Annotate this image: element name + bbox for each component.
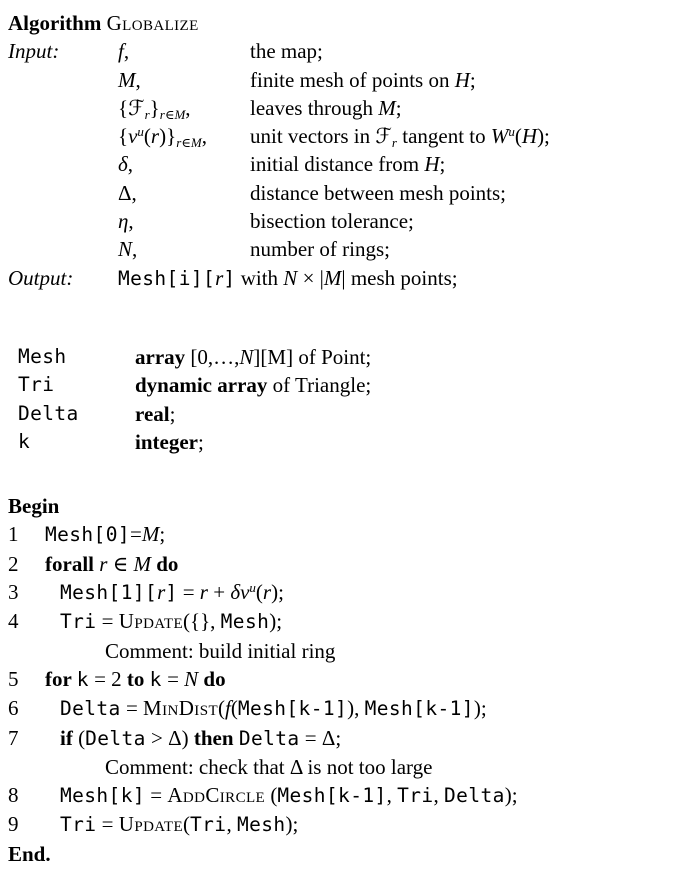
io-row-delta-small (8, 150, 692, 178)
io-param: δ, (118, 152, 134, 177)
io-row-map (8, 37, 692, 65)
begin-keyword: Begin (8, 494, 60, 519)
declaration-name: Delta (18, 401, 79, 425)
line-number: 9 (8, 812, 19, 837)
line-number (8, 637, 45, 665)
statement: Mesh[k] = AddCircle (Mesh[k-1], Tri, Delta); (60, 783, 518, 808)
code-line-8 (8, 781, 692, 810)
io-label (8, 235, 118, 263)
io-label (8, 122, 118, 150)
io-param: $\{ℱ_r\}_{r\in M}$, (118, 95, 191, 122)
io-desc: finite mesh of points on H; (250, 67, 476, 92)
io-param: Mesh[i][r] with N × |M| mesh points; (118, 265, 458, 290)
io-label (8, 179, 118, 207)
statement: forall r ∈ M do (45, 551, 179, 576)
code-block (8, 492, 692, 868)
code-line-4 (8, 607, 692, 636)
declarations-block (8, 343, 692, 456)
statement: Mesh[1][r] = $r + \delta v^u(r)$; (60, 580, 284, 605)
statement: Delta = MinDist(f(Mesh[k-1]), Mesh[k-1]); (60, 696, 487, 721)
line-number (8, 753, 45, 781)
algorithm-keyword: Algorithm (8, 11, 107, 35)
comment-line-2 (8, 753, 692, 781)
comment-line-1 (8, 637, 692, 665)
comment: Comment: check that Δ is not too large (105, 754, 433, 779)
io-param: $\{v^u(r)\}_{r\in M}$, (118, 124, 207, 151)
io-label (8, 66, 118, 94)
line-number: 7 (8, 725, 19, 750)
code-line-1 (8, 520, 692, 549)
io-label (8, 150, 118, 178)
declaration-type: array [0,…,N][M] of Point; (135, 344, 372, 369)
statement: for k = 2 to k = N do (45, 666, 226, 691)
io-row-leaves (8, 94, 692, 122)
io-param: f, (118, 39, 130, 64)
io-desc: unit vectors in ℱ$_r$ tangent to $W^u(H)$; (250, 124, 550, 151)
line-number: 3 (8, 580, 19, 605)
line-number: 4 (8, 609, 19, 634)
statement: Tri = Update({}, Mesh); (60, 609, 283, 634)
statement: Tri = Update(Tri, Mesh); (60, 812, 299, 837)
declaration-type: dynamic array of Triangle; (135, 373, 372, 398)
algorithm-name: Globalize (106, 11, 199, 35)
io-row-delta-big (8, 179, 692, 207)
code-line-3 (8, 578, 692, 607)
io-row-mesh (8, 66, 692, 94)
end-keyword: End. (8, 841, 51, 866)
io-row-output (8, 264, 692, 293)
io-param: M, (118, 67, 141, 92)
io-row-unit-vectors (8, 122, 692, 150)
output-label: Output: (8, 265, 74, 290)
algorithm-title (8, 9, 692, 37)
io-row-rings (8, 235, 692, 263)
declaration-name: k (18, 429, 31, 453)
io-block (8, 37, 692, 293)
declaration-type: real; (135, 401, 176, 426)
io-param: Δ, (118, 180, 137, 205)
declaration-name: Tri (18, 373, 55, 397)
code-line-6 (8, 694, 692, 723)
io-desc: distance between mesh points; (250, 180, 507, 205)
statement: if (Delta > Δ) then Delta = Δ; (60, 725, 342, 750)
declaration-row-delta (8, 400, 692, 428)
io-row-eta (8, 207, 692, 235)
statement: Mesh[0]=M; (45, 522, 166, 547)
declaration-row-tri (8, 371, 692, 399)
declaration-row-mesh (8, 343, 692, 371)
code-line-5 (8, 665, 692, 694)
io-desc: number of rings; (250, 237, 390, 262)
line-number: 8 (8, 783, 19, 808)
declaration-row-k (8, 428, 692, 456)
code-line-2 (8, 550, 692, 578)
io-param: N, (118, 237, 138, 262)
comment: Comment: build initial ring (105, 638, 336, 663)
io-desc: initial distance from H; (250, 152, 446, 177)
declaration-name: Mesh (18, 344, 67, 368)
io-param: η, (118, 209, 134, 234)
line-number: 2 (8, 551, 19, 576)
line-number: 5 (8, 666, 19, 691)
io-desc: leaves through M; (250, 95, 402, 120)
io-desc: the map; (250, 39, 323, 64)
line-number: 6 (8, 696, 19, 721)
line-number: 1 (8, 522, 19, 547)
code-line-9 (8, 810, 692, 839)
input-label: Input: (8, 39, 60, 64)
io-label (8, 207, 118, 235)
code-line-7 (8, 724, 692, 753)
io-label (8, 94, 118, 122)
io-desc: bisection tolerance; (250, 209, 414, 234)
declaration-type: integer; (135, 429, 204, 454)
